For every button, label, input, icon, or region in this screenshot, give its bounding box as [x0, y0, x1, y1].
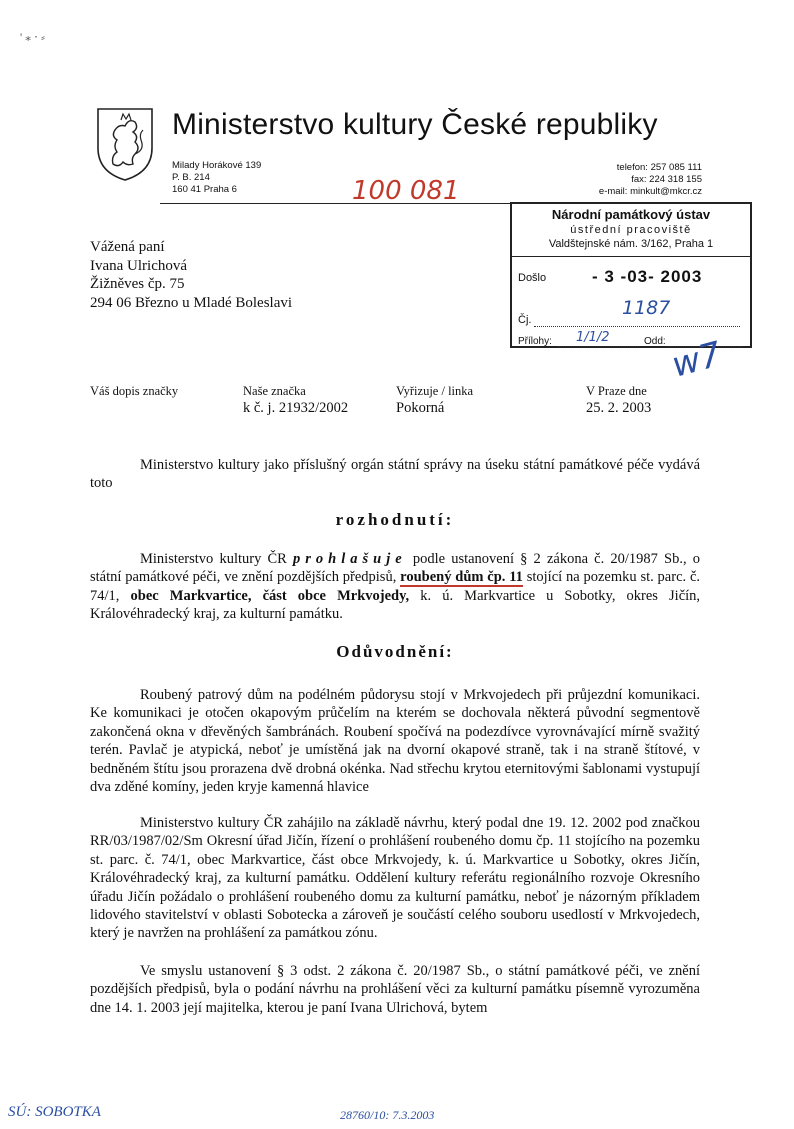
- recipient-address: [90, 238, 292, 312]
- address-line: 160 41 Praha 6: [172, 184, 237, 195]
- stamp-ref-label: Čj.: [518, 314, 532, 326]
- recipient-name: Ivana Ulrichová: [90, 257, 188, 274]
- decision-municipality: obec Markvartice, část obce Mrkvojedy,: [130, 587, 410, 604]
- address-line: P. B. 214: [172, 172, 210, 183]
- handwritten-ref-number: 100 081: [352, 176, 460, 206]
- our-ref-column: [243, 383, 348, 417]
- stamp-received-date: - 3 -03- 2003: [592, 267, 703, 286]
- handwritten-registry-note: 28760/10: 7.3.2003: [340, 1108, 435, 1122]
- reasons-paragraph-3: Ve smyslu ustanovení § 3 odst. 2 zákona č. 20/1987 Sb., o státní památkové péči, ve znění pozdějších předpisů, byla o podání návrhu na prohlášení věci za kulturní památku písemně vyrozuměna dne 14. 1. 2003 její majitelka, kterou je paní Ivana Ulrichová, bytem: [90, 963, 700, 1016]
- decision-subject: Ministerstvo kultury ČR: [140, 551, 287, 567]
- handler-value: Pokorná: [396, 400, 445, 416]
- fax-line: fax: 224 318 155: [631, 174, 702, 185]
- decision-heading: rozhodnutí:: [335, 510, 455, 529]
- your-ref-label: Váš dopis značky: [90, 384, 179, 398]
- salutation: Vážená paní: [90, 239, 165, 255]
- intro-paragraph: Ministerstvo kultury jako příslušný orgán státní správy na úseku státní památkové péče vydává toto: [90, 457, 700, 492]
- decision-object: roubený dům čp. 11: [400, 569, 523, 586]
- handler-column: [396, 383, 473, 417]
- decision-paragraph: [90, 550, 700, 624]
- stamp-divider: [512, 256, 750, 257]
- date-value: 25. 2. 2003: [586, 400, 652, 416]
- stamp-department-label: Odd:: [644, 336, 666, 347]
- our-ref-label: Naše značka: [243, 384, 306, 398]
- header-divider: [160, 203, 510, 204]
- date-column: [586, 383, 651, 417]
- handler-label: Vyřizuje / linka: [396, 384, 474, 398]
- coat-of-arms-logo: [95, 106, 155, 182]
- email-line: e-mail: minkult@mkcr.cz: [598, 186, 702, 197]
- phone-line: telefon: 257 085 111: [616, 162, 702, 173]
- stamp-attachments-value: 1/1/2: [576, 330, 610, 345]
- your-ref-column: [90, 383, 178, 400]
- stamp-received-label: Došlo: [518, 272, 547, 284]
- recipient-street: Žižněves čp. 75: [90, 276, 185, 292]
- date-label: V Praze dne: [586, 384, 647, 398]
- margin-scribble: ' ⁎ ⋅ ⸗: [20, 30, 45, 44]
- decision-parcel: stojící na pozemku st. parc. č. 74/1,: [90, 569, 700, 604]
- decision-verb: prohlašuje: [293, 551, 407, 567]
- receipt-stamp: [510, 202, 752, 348]
- stamp-subtitle: ústřední pracoviště: [570, 224, 692, 236]
- ministry-address: [172, 160, 261, 196]
- recipient-city: 294 06 Březno u Mladé Boleslavi: [90, 294, 293, 311]
- ministry-contacts: [560, 162, 702, 198]
- decision-legal-basis: podle ustanovení § 2 zákona č. 20/1987 Sb., o státní památkové péči, ve znění pozdějších předpisů,: [90, 551, 701, 586]
- stamp-ref-value: 1187: [622, 297, 671, 319]
- handwritten-side-annotation: w7: [667, 334, 726, 386]
- reasons-paragraph-2: Ministerstvo kultury ČR zahájilo na základě návrhu, který podal dne 19. 12. 2002 pod značkou RR/03/1987/02/Sm Okresní úřad Jičín, řízení o prohlášení roubeného domu čp. 11 stojícího na pozemku st. parc. č. 74/1, obec Markvartice, část obce Mrkvojedy, k. ú. Markvartice u Sobotky, okres Jičín, Královéhradecký kraj, za kulturní památku. Oddělení kultury referátu regionálního rozvoje Okresního úřadu Jičín požádalo o prohlášení roubeného domu za kulturní památku, neboť je názorným příkladem lidového stavitelství v oblasti Sobotecka a zároveň je součástí celého souboru usedlostí v Mrkvojedech, který je navržen na prohlášení za památkou zónu.: [90, 815, 700, 942]
- stamp-attachments-label: Přílohy:: [518, 336, 552, 347]
- decision-cadastre: k. ú. Markvartice u Sobotky, okres Jičín, Královéhradecký kraj, za kulturní památku.: [90, 587, 701, 623]
- stamp-address: Valdštejnské nám. 3/162, Praha 1: [548, 238, 714, 250]
- address-line: Milady Horákové 139: [172, 160, 262, 171]
- ministry-title: Ministerstvo kultury České republiky: [172, 108, 658, 141]
- reasons-heading: Odůvodnění:: [336, 642, 454, 661]
- stamp-ref-line: [534, 326, 740, 327]
- handwritten-office-note: SÚ: SOBOTKA: [8, 1104, 101, 1120]
- stamp-title: Národní památkový ústav: [551, 207, 711, 222]
- our-ref-value: k č. j. 21932/2002: [243, 400, 349, 416]
- stamp-attachments-line: [558, 346, 640, 347]
- reasons-paragraph-1: Roubený patrový dům na podélném půdorysu stojí v Mrkvojedech při průjezdní komunikaci. Ke komunikaci je otočen okapovým průčelím na kterém se dochovala některá původní segmentově zakončená okna v dřevěných šambránách. Roubení spočívá na podezdívce vyrovnávající mírně svažitý terén. Pavlač je atypická, neboť je umístěná jak na dvorní okapové straně, tak i na straně štítové, v bedněném štítu jsou prorazena dvě drobná okénka. Nad střechu krytou eternitovými šablonami vystupují dva zděné komíny, jeden kryje kamenná hlavice: [90, 687, 700, 796]
